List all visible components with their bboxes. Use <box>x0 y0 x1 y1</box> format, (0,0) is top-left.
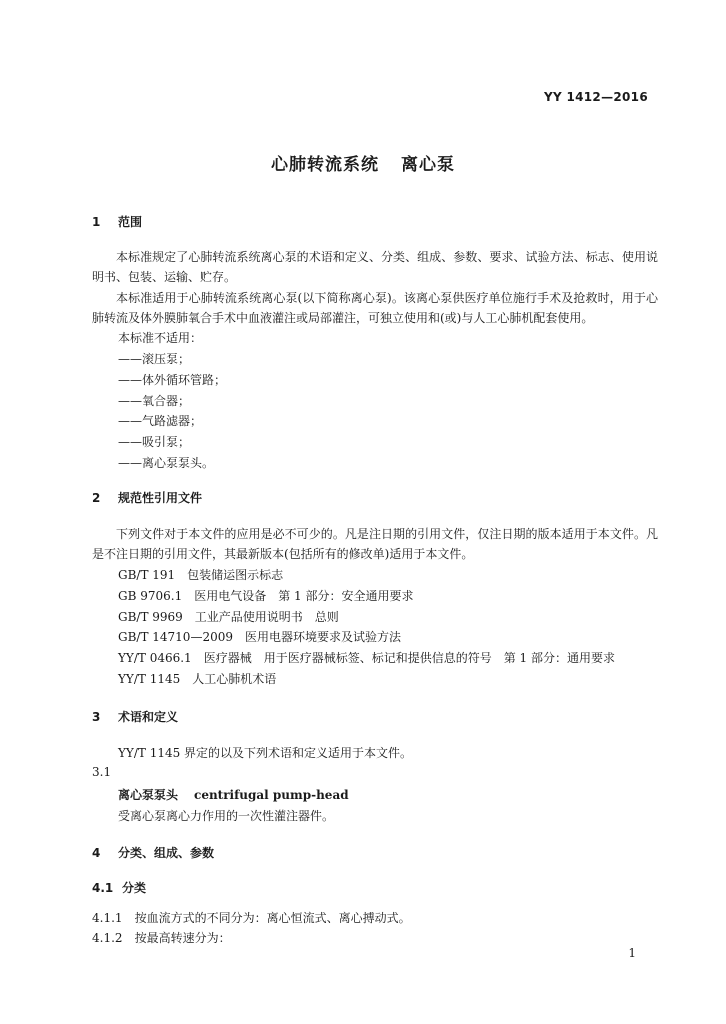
clause-number: 4.1.1 <box>92 911 123 925</box>
term-entry <box>118 786 349 803</box>
subsection-heading <box>92 879 146 896</box>
list-item: ——氧合器； <box>118 394 191 408</box>
clause-number: 4.1.2 <box>92 931 123 945</box>
list-item: ——气路滤器； <box>118 414 203 428</box>
section-title: 规范性引用文件 <box>118 491 203 505</box>
scope-paragraph-1: 本标准规定了心肺转流系统离心泵的术语和定义、分类、组成、参数、要求、试验方法、标志、使用说明书、包装、运输、贮存。 <box>92 250 658 284</box>
section-title: 术语和定义 <box>118 710 179 724</box>
reference-item: GB/T 14710—2009 医用电器环境要求及试验方法 <box>118 630 401 644</box>
clause-text: 按最高转速分为： <box>134 931 231 945</box>
section-number: 3 <box>92 710 101 724</box>
section-2-heading <box>92 489 202 506</box>
page-number: 1 <box>628 946 636 960</box>
clause-text: 按血流方式的不同分为：离心恒流式、离心搏动式。 <box>134 911 411 925</box>
list-item: ——滚压泵； <box>118 352 191 366</box>
list-item: ——体外循环管路； <box>118 373 227 387</box>
reference-item: YY/T 1145 人工心肺机术语 <box>118 672 277 686</box>
term-number: 3.1 <box>92 765 112 779</box>
section-title: 分类、组成、参数 <box>118 846 215 860</box>
scope-paragraph-2: 本标准适用于心肺转流系统离心泵(以下简称离心泵)。该离心泵供医疗单位施行手术及抢救时，用于心肺转流及体外膜肺氧合手术中血液灌注或局部灌注，可独立使用和(或)与人工心肺机配套使用。 <box>92 291 658 325</box>
section-3-heading <box>92 708 178 725</box>
term-definition: 受离心泵离心力作用的一次性灌注器件。 <box>118 809 335 823</box>
section-4-heading <box>92 844 214 861</box>
list-item: ——吸引泵； <box>118 435 191 449</box>
section-number: 4 <box>92 846 101 860</box>
terms-intro: YY/T 1145 界定的以及下列术语和定义适用于本文件。 <box>118 746 413 760</box>
list-item: ——离心泵泵头。 <box>118 456 215 470</box>
subsection-number: 4.1 <box>92 881 114 895</box>
reference-item: GB/T 191 包装储运图示标志 <box>118 568 284 582</box>
not-applicable-label: 本标准不适用： <box>118 331 203 345</box>
reference-item: GB 9706.1 医用电气设备 第 1 部分：安全通用要求 <box>118 589 414 603</box>
term-chinese: 离心泵泵头 <box>118 788 179 802</box>
reference-item: YY/T 0466.1 医疗器械 用于医疗器械标签、标记和提供信息的符号 第 1 部分：通用要求 <box>118 651 615 665</box>
reference-item: GB/T 9969 工业产品使用说明书 总则 <box>118 610 339 624</box>
clause-4-1-1 <box>92 909 411 926</box>
document-title <box>0 150 726 175</box>
title-sub: 离心泵 <box>401 155 455 175</box>
section-1-heading <box>92 213 142 230</box>
term-english: centrifugal pump-head <box>194 788 349 802</box>
subsection-title: 分类 <box>122 881 147 895</box>
section-number: 1 <box>92 215 101 229</box>
standard-number: YY 1412—2016 <box>544 90 648 104</box>
title-main: 心肺转流系统 <box>271 155 379 175</box>
section-title: 范围 <box>118 215 143 229</box>
normative-paragraph: 下列文件对于本文件的应用是必不可少的。凡是注日期的引用文件，仅注日期的版本适用于本文件。凡是不注日期的引用文件，其最新版本(包括所有的修改单)适用于本文件。 <box>92 527 658 561</box>
clause-4-1-2 <box>92 929 231 946</box>
section-number: 2 <box>92 491 101 505</box>
